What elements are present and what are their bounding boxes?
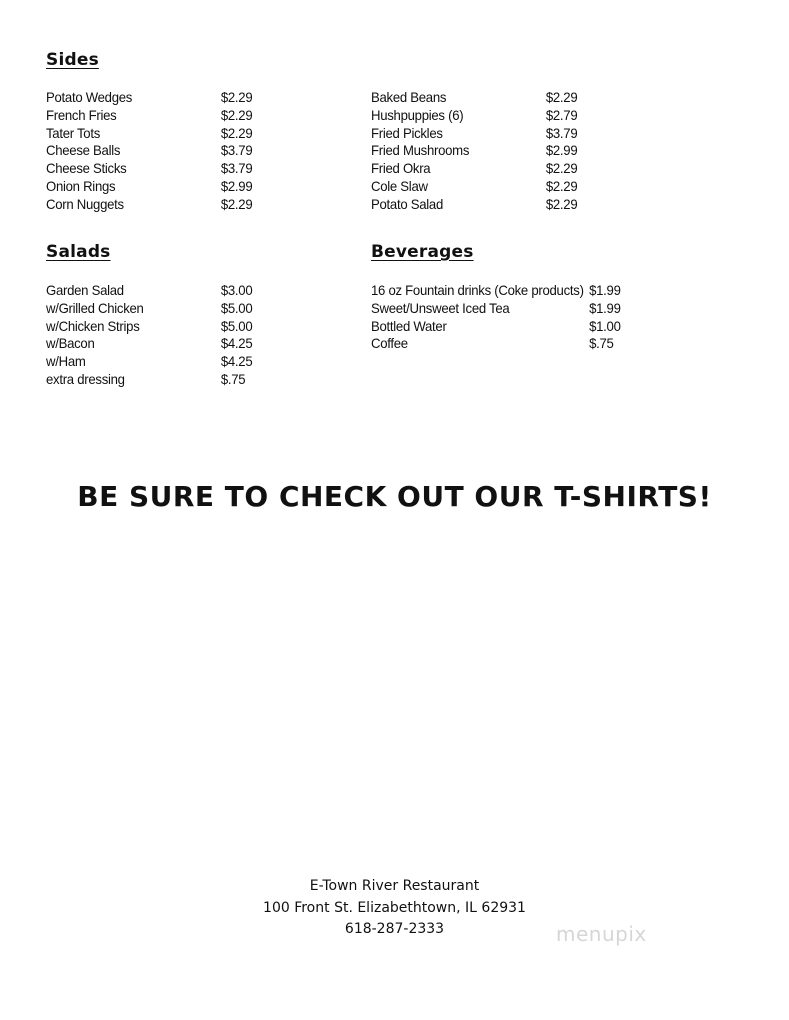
sides-left-list bbox=[46, 89, 266, 214]
promo-banner: BE SURE TO CHECK OUT OUR T-SHIRTS! bbox=[77, 480, 712, 513]
item-price: $2.99 bbox=[220, 177, 253, 194]
item-name: Hushpuppies (6) bbox=[371, 106, 464, 123]
watermark-logo: menupix bbox=[556, 922, 647, 946]
restaurant-name: E-Town River Restaurant bbox=[309, 878, 480, 894]
salads-list bbox=[46, 282, 266, 389]
menu-item bbox=[46, 125, 252, 143]
sides-right-list bbox=[371, 89, 591, 214]
item-price: $5.00 bbox=[220, 299, 253, 316]
item-name: French Fries bbox=[46, 106, 117, 123]
menu-item bbox=[371, 160, 577, 178]
item-name: Fried Okra bbox=[371, 160, 431, 177]
item-price: $3.79 bbox=[545, 124, 578, 141]
item-price: $4.25 bbox=[220, 353, 253, 370]
item-price: $2.29 bbox=[545, 160, 578, 177]
menu-item bbox=[371, 318, 621, 336]
item-name: Bottled Water bbox=[371, 317, 447, 334]
item-price: $2.29 bbox=[220, 106, 253, 123]
item-name: 16 oz Fountain drinks (Coke products) bbox=[371, 282, 584, 298]
menu-item bbox=[46, 318, 252, 336]
item-price: $2.29 bbox=[220, 124, 253, 141]
sides-heading: Sides bbox=[46, 50, 99, 70]
beverages-heading: Beverages bbox=[371, 242, 474, 262]
item-name: w/Chicken Strips bbox=[46, 317, 140, 334]
item-name: Cheese Balls bbox=[46, 142, 121, 159]
menu-item bbox=[46, 335, 252, 353]
item-name: w/Bacon bbox=[46, 335, 95, 352]
item-price: $2.29 bbox=[220, 195, 253, 212]
menu-item bbox=[46, 371, 252, 389]
menu-item bbox=[46, 89, 252, 107]
menu-item bbox=[371, 89, 577, 107]
item-name: Sweet/Unsweet Iced Tea bbox=[371, 299, 510, 316]
restaurant-address: 100 Front St. Elizabethtown, IL 62931 bbox=[263, 899, 526, 916]
item-name: Cheese Sticks bbox=[46, 160, 127, 177]
item-name: Onion Rings bbox=[46, 177, 116, 194]
item-name: Corn Nuggets bbox=[46, 195, 124, 212]
item-name: Fried Pickles bbox=[371, 124, 443, 141]
menu-item bbox=[371, 107, 577, 125]
item-name: extra dressing bbox=[46, 370, 125, 387]
item-price: $2.29 bbox=[220, 89, 253, 105]
menu-item bbox=[46, 282, 252, 300]
item-name: Tater Tots bbox=[46, 124, 100, 141]
menu-item bbox=[371, 178, 577, 196]
item-price: $1.99 bbox=[589, 282, 621, 298]
restaurant-footer bbox=[0, 876, 789, 941]
menu-item bbox=[371, 142, 577, 160]
menu-item bbox=[46, 178, 252, 196]
item-price: $.75 bbox=[220, 370, 246, 387]
menu-item bbox=[46, 142, 252, 160]
item-price: $2.29 bbox=[545, 89, 578, 105]
item-name: Cole Slaw bbox=[371, 177, 428, 194]
menu-item bbox=[46, 160, 252, 178]
item-name: w/Ham bbox=[46, 353, 86, 370]
item-name: Garden Salad bbox=[46, 282, 124, 298]
item-price: $2.79 bbox=[545, 106, 578, 123]
item-name: Potato Salad bbox=[371, 195, 443, 212]
item-price: $1.00 bbox=[589, 317, 621, 334]
item-price: $2.99 bbox=[545, 142, 578, 159]
menu-item bbox=[46, 196, 252, 214]
item-price: $3.00 bbox=[220, 282, 253, 298]
menu-item bbox=[46, 300, 252, 318]
item-price: $.75 bbox=[589, 335, 614, 352]
restaurant-phone: 618-287-2333 bbox=[344, 921, 445, 937]
item-price: $1.99 bbox=[589, 299, 621, 316]
menu-item bbox=[371, 125, 577, 143]
menu-item bbox=[371, 196, 577, 214]
item-price: $5.00 bbox=[220, 317, 253, 334]
item-price: $3.79 bbox=[220, 142, 253, 159]
menu-item bbox=[46, 353, 252, 371]
menu-item bbox=[46, 107, 252, 125]
menu-item bbox=[371, 300, 621, 318]
salads-heading: Salads bbox=[46, 242, 111, 262]
item-price: $3.79 bbox=[220, 160, 253, 177]
beverages-list bbox=[371, 282, 637, 353]
item-name: Baked Beans bbox=[371, 89, 447, 105]
item-price: $2.29 bbox=[545, 195, 578, 212]
menu-item bbox=[371, 282, 621, 300]
item-price: $4.25 bbox=[220, 335, 253, 352]
item-name: Coffee bbox=[371, 335, 408, 352]
item-name: Fried Mushrooms bbox=[371, 142, 470, 159]
item-price: $2.29 bbox=[545, 177, 578, 194]
item-name: Potato Wedges bbox=[46, 89, 133, 105]
menu-item bbox=[371, 335, 621, 353]
item-name: w/Grilled Chicken bbox=[46, 299, 144, 316]
